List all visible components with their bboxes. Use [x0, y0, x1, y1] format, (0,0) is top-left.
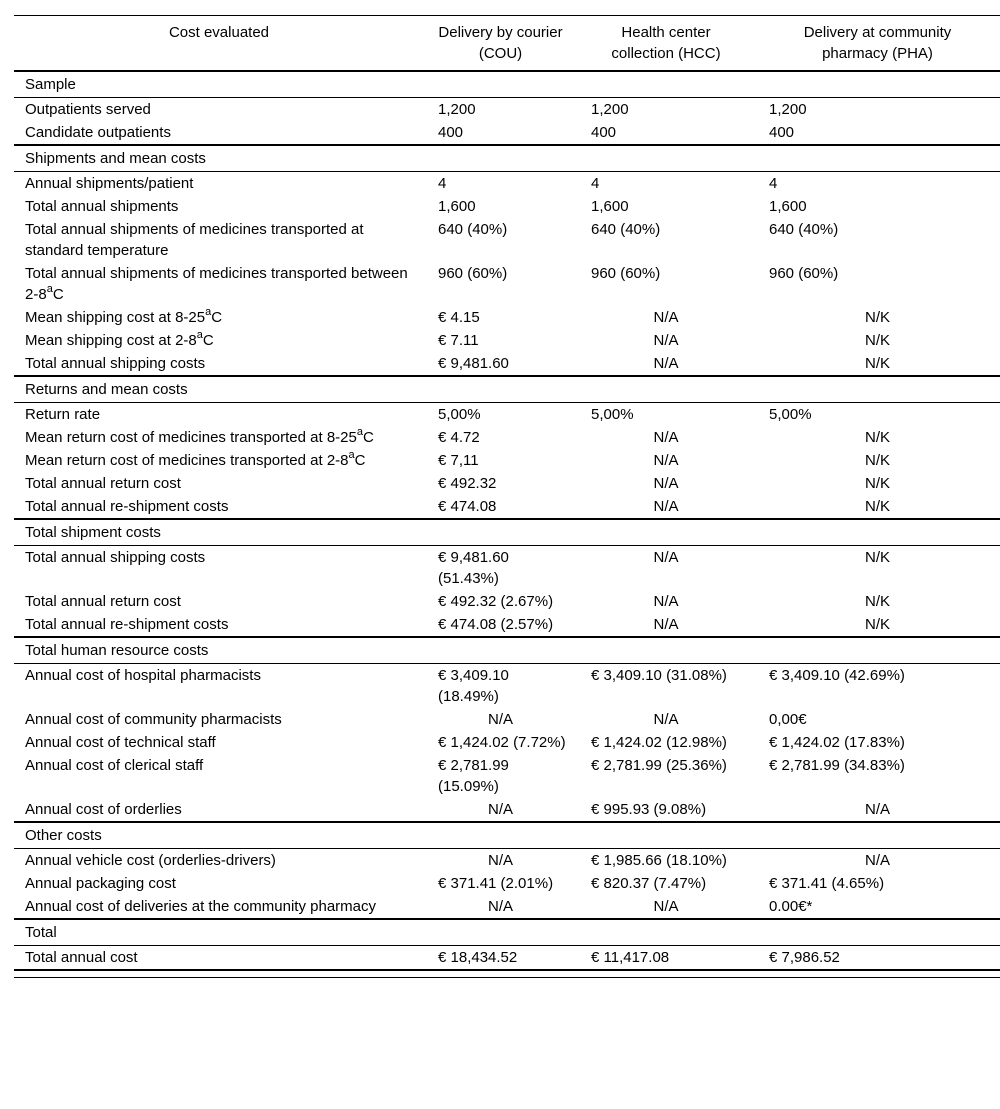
section-header: [14, 822, 1000, 849]
row-label: Total annual re-shipment costs: [25, 616, 229, 633]
row-label: Candidate outpatients: [25, 124, 171, 141]
cell-hcc: € 1,985.66 (18.10%): [591, 852, 727, 869]
cell-cou: € 7,11: [438, 452, 479, 469]
cell-cou: 4: [438, 175, 447, 192]
cell-hcc: N/A: [653, 898, 679, 915]
cell-hcc: 5,00%: [591, 406, 634, 423]
cell-hcc: 960 (60%): [591, 265, 661, 282]
table-row: [14, 849, 1000, 873]
table-row: [14, 546, 1000, 591]
cell-cou: 5,00%: [438, 406, 481, 423]
table-row: [14, 306, 1000, 329]
cell-pha: € 3,409.10 (42.69%): [769, 667, 905, 684]
cell-pha: N/K: [864, 309, 890, 326]
row-label: Mean shipping cost at 2-8$^a$C: [25, 329, 214, 349]
table-row: [14, 798, 1000, 822]
table-row: [14, 895, 1000, 919]
cost-table: [14, 15, 1000, 971]
cell-cou: € 371.41 (2.01%): [438, 875, 554, 892]
table-row: [14, 426, 1000, 449]
cell-hcc: N/A: [653, 475, 679, 492]
row-label: Total annual cost: [25, 949, 138, 966]
cell-cou: € 1,424.02 (7.72%): [438, 734, 566, 751]
cell-cou: € 492.32 (2.67%): [438, 593, 554, 610]
table-row: [14, 262, 1000, 306]
cell-pha: 400: [769, 124, 795, 141]
row-label: Total annual shipments of medicines transported between 2-8$^a$C: [25, 265, 408, 303]
table-header: [14, 16, 1000, 72]
cell-pha: 640 (40%): [769, 221, 839, 238]
cell-hcc: 400: [591, 124, 617, 141]
cell-cou: € 492.32: [438, 475, 497, 492]
table-row: [14, 403, 1000, 427]
table-row: [14, 218, 1000, 262]
header-cou: Delivery by courier (COU): [438, 24, 563, 62]
cell-cou: 1,200: [438, 101, 476, 118]
cell-pha: N/K: [864, 498, 890, 515]
cell-cou: 1,600: [438, 198, 476, 215]
table-bottom-rule: [14, 977, 1000, 978]
section-title: Total: [14, 919, 1000, 946]
cell-hcc: € 1,424.02 (12.98%): [591, 734, 727, 751]
cell-hcc: N/A: [653, 309, 679, 326]
cell-pha: N/K: [864, 616, 890, 633]
cell-hcc: € 11,417.08: [591, 949, 670, 966]
row-label: Mean shipping cost at 8-25$^a$C: [25, 306, 223, 326]
cell-pha: 960 (60%): [769, 265, 839, 282]
table-body: [14, 71, 1000, 970]
cell-cou: N/A: [487, 711, 513, 728]
cell-hcc: 1,200: [591, 101, 629, 118]
row-label: Annual cost of orderlies: [25, 801, 182, 818]
cell-pha: N/K: [864, 452, 890, 469]
cell-hcc: N/A: [653, 429, 679, 446]
cell-hcc: N/A: [653, 452, 679, 469]
cell-cou: N/A: [487, 801, 513, 818]
row-label: Total annual re-shipment costs: [25, 498, 229, 515]
cell-hcc: € 3,409.10 (31.08%): [591, 667, 727, 684]
cell-hcc: € 995.93 (9.08%): [591, 801, 707, 818]
cell-pha: N/K: [864, 332, 890, 349]
cell-pha: N/K: [864, 355, 890, 372]
table-row: [14, 590, 1000, 613]
header-hcc: Health center collection (HCC): [611, 24, 721, 62]
cell-hcc: N/A: [653, 616, 679, 633]
table-row: [14, 754, 1000, 798]
cell-hcc: € 2,781.99 (25.36%): [591, 757, 727, 774]
cell-pha: N/A: [864, 852, 890, 869]
table-row: [14, 708, 1000, 731]
header-cost-evaluated: Cost evaluated: [168, 24, 270, 41]
cell-hcc: 640 (40%): [591, 221, 661, 238]
section-header: [14, 519, 1000, 546]
cell-cou: € 4.15: [438, 309, 480, 326]
row-label: Total annual shipping costs: [25, 355, 206, 372]
cell-hcc: N/A: [653, 711, 679, 728]
row-label: Total annual shipping costs: [25, 549, 206, 566]
row-label: Total annual shipments of medicines transported at standard temperature: [25, 221, 364, 259]
table-row: [14, 329, 1000, 352]
cell-hcc: 4: [591, 175, 600, 192]
section-title: Shipments and mean costs: [14, 145, 1000, 172]
table-row: [14, 613, 1000, 637]
section-header: [14, 145, 1000, 172]
section-title: Sample: [14, 71, 1000, 98]
row-label: Annual shipments/patient: [25, 175, 194, 192]
row-label: Mean return cost of medicines transported at 2-8$^a$C: [25, 449, 366, 469]
cell-hcc: € 820.37 (7.47%): [591, 875, 707, 892]
table-row: [14, 98, 1000, 122]
cell-cou: N/A: [487, 852, 513, 869]
table-row: [14, 449, 1000, 472]
cell-pha: € 1,424.02 (17.83%): [769, 734, 905, 751]
row-label: Annual packaging cost: [25, 875, 176, 892]
cell-cou: € 474.08: [438, 498, 497, 515]
section-header: [14, 919, 1000, 946]
cell-pha: 0.00€*: [769, 898, 813, 915]
section-title: Total shipment costs: [14, 519, 1000, 546]
cell-hcc: N/A: [653, 355, 679, 372]
cell-cou: € 9,481.60 (51.43%): [438, 549, 509, 587]
cell-cou: € 2,781.99 (15.09%): [438, 757, 509, 795]
cell-cou: 960 (60%): [438, 265, 508, 282]
row-label: Outpatients served: [25, 101, 151, 118]
row-label: Annual cost of deliveries at the community pharmacy: [25, 898, 376, 915]
table-row: [14, 664, 1000, 709]
table-row: [14, 731, 1000, 754]
cell-cou: € 474.08 (2.57%): [438, 616, 554, 633]
section-header: [14, 71, 1000, 98]
section-header: [14, 637, 1000, 664]
row-label: Annual cost of community pharmacists: [25, 711, 282, 728]
table-row: [14, 352, 1000, 376]
cell-pha: 5,00%: [769, 406, 812, 423]
table-row: [14, 121, 1000, 145]
section-title: Other costs: [14, 822, 1000, 849]
cell-pha: 0,00€: [769, 711, 807, 728]
cell-pha: € 2,781.99 (34.83%): [769, 757, 905, 774]
cell-hcc: 1,600: [591, 198, 629, 215]
cell-pha: 4: [769, 175, 778, 192]
cell-cou: € 4.72: [438, 429, 480, 446]
section-title: Returns and mean costs: [14, 376, 1000, 403]
table-row: [14, 195, 1000, 218]
cell-hcc: N/A: [653, 593, 679, 610]
section-title: Total human resource costs: [14, 637, 1000, 664]
cell-pha: 1,200: [769, 101, 807, 118]
row-label: Return rate: [25, 406, 101, 423]
cell-cou: € 7.11: [438, 332, 479, 349]
row-label: Annual vehicle cost (orderlies-drivers): [25, 852, 276, 869]
row-label: Total annual return cost: [25, 475, 181, 492]
cell-pha: € 7,986.52: [769, 949, 840, 966]
cell-hcc: N/A: [653, 332, 679, 349]
row-label: Mean return cost of medicines transported at 8-25$^a$C: [25, 426, 374, 446]
row-label: Annual cost of hospital pharmacists: [25, 667, 261, 684]
row-label: Total annual return cost: [25, 593, 181, 610]
table-row: [14, 872, 1000, 895]
table-row: [14, 172, 1000, 196]
cell-hcc: N/A: [653, 498, 679, 515]
cell-pha: N/K: [864, 429, 890, 446]
cell-cou: N/A: [487, 898, 513, 915]
cell-cou: 640 (40%): [438, 221, 508, 238]
table-row: [14, 946, 1000, 971]
cell-hcc: N/A: [653, 549, 679, 566]
cell-pha: € 371.41 (4.65%): [769, 875, 885, 892]
cell-cou: € 9,481.60: [438, 355, 509, 372]
cell-cou: € 18,434.52: [438, 949, 518, 966]
table-row: [14, 495, 1000, 519]
row-label: Annual cost of clerical staff: [25, 757, 204, 774]
cell-pha: N/K: [864, 549, 890, 566]
cell-pha: N/K: [864, 475, 890, 492]
cell-pha: N/K: [864, 593, 890, 610]
table-row: [14, 472, 1000, 495]
header-pha: Delivery at community pharmacy (PHA): [803, 24, 952, 62]
cell-cou: € 3,409.10 (18.49%): [438, 667, 509, 705]
section-header: [14, 376, 1000, 403]
row-label: Annual cost of technical staff: [25, 734, 216, 751]
row-label: Total annual shipments: [25, 198, 179, 215]
cell-pha: 1,600: [769, 198, 807, 215]
cell-cou: 400: [438, 124, 464, 141]
cell-pha: N/A: [864, 801, 890, 818]
